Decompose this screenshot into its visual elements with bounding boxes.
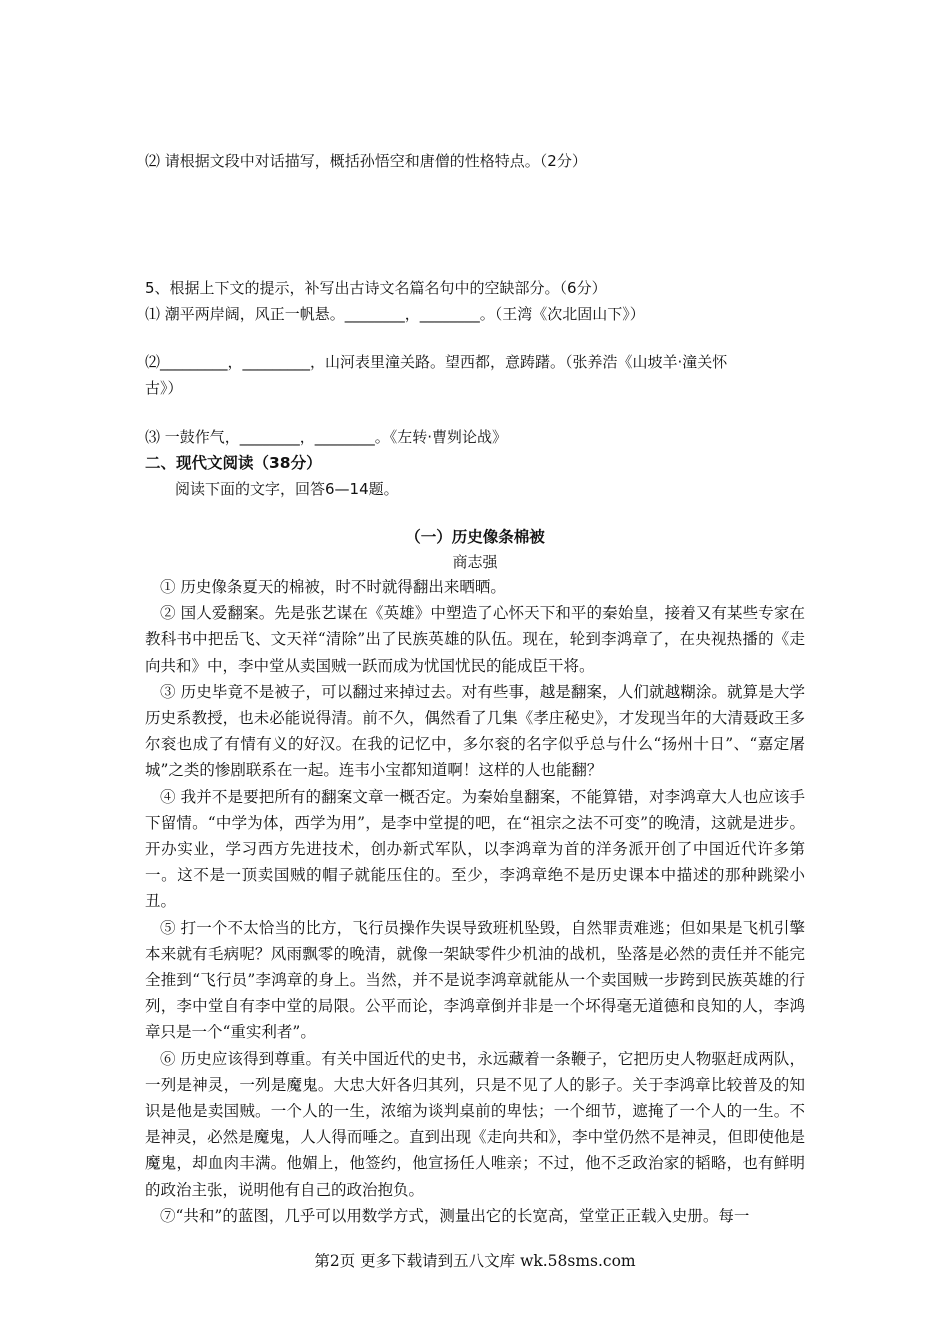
question-4-2: ⑵ 请根据文段中对话描写，概括孙悟空和唐僧的性格特点。（2分） xyxy=(145,152,587,170)
paragraph-6: ⑥ 历史应该得到尊重。有关中国近代的史书，永远藏着一条鞭子，它把历史人物驱赶成两队，一列是神灵，一列是魔鬼。大忠大奸各归其列，只是不见了人的影子。关于李鸿章比较普及的知识是他是卖国贼。一个人的一生，浓缩为谈判桌前的卑怯；一个细节，遮掩了一个人的一生。不是神灵，必然是魔鬼，人人得而唾之。直到出现《走向共和》，李中堂仍然不是神灵，但即使他是魔鬼，却血肉丰满。他媚上，他签约，他宣扬任人唯亲；不过，他不乏政治家的韬略，也有鲜明的政治主张，说明他有自己的政治抱负。 xyxy=(145,1049,805,1199)
article-author: 商志强 xyxy=(452,553,498,571)
question-5-2-line2: 古》） xyxy=(145,379,183,397)
article-body xyxy=(145,574,805,1229)
paragraph-2: ② 国人爱翻案。先是张艺谋在《英雄》中塑造了心怀天下和平的秦始皇，接着又有某些专家在教科书中把岳飞、文天祥“清除”出了民族英雄的队伍。现在，轮到李鸿章了，在央视热播的《走向共和》中，李中堂从卖国贼一跃而成为忧国忧民的能成臣干将。 xyxy=(145,604,805,675)
paragraph-5: ⑤ 打一个不太恰当的比方，飞行员操作失误导致班机坠毁，自然罪责难逃；但如果是飞机引擎本来就有毛病呢？风雨飘零的晚清，就像一架缺零件少机油的战机，坠落是必然的责任并不能完全推到“飞行员”李鸿章的身上。当然，并不是说李鸿章就能从一个卖国贼一步跨到民族英雄的行列，李中堂自有李中堂的局限。公平而论，李鸿章倒并非是一个坏得毫无道德和良知的人，李鸿章只是一个“重实利者”。 xyxy=(145,918,805,1042)
question-5-1: ⑴ 潮平两岸阔，风正一帆悬。________，________。（王湾《次北固山下》） xyxy=(145,305,645,323)
page-footer: 第2页 更多下载请到五八文库 wk.58sms.com xyxy=(314,1252,636,1270)
paragraph-4: ④ 我并不是要把所有的翻案文章一概否定。为秦始皇翻案，不能算错，对李鸿章大人也应该手下留情。“中学为体，西学为用”，是李中堂提的吧，在“祖宗之法不可变”的晚清，这就是进步。开办实业，学习西方先进技术，创办新式军队，以李鸿章为首的洋务派开创了中国近代许多第一。这不是一顶卖国贼的帽子就能压住的。至少，李鸿章绝不是历史课本中描述的那种跳梁小丑。 xyxy=(145,787,805,911)
paragraph-1: ① 历史像条夏天的棉被，时不时就得翻出来晒晒。 xyxy=(160,578,506,596)
paragraph-7: ⑦“共和”的蓝图，几乎可以用数学方式，测量出它的长宽高，堂堂正正载入史册。每一 xyxy=(160,1206,750,1225)
section-2-instructions: 阅读下面的文字，回答6—14题。 xyxy=(175,480,399,498)
article-title: （一）历史像条棉被 xyxy=(405,528,545,546)
question-5-2-line1: ⑵_________，_________，山河表里潼关路。望西都，意踌躇。（张养浩《山坡羊·潼关怀 xyxy=(145,353,728,371)
section-2-title: 二、现代文阅读（38分） xyxy=(145,454,322,472)
paragraph-3: ③ 历史毕竟不是被子，可以翻过来掉过去。对有些事，越是翻案，人们就越糊涂。就算是大学历史系教授，也未必能说得清。前不久，偶然看了几集《孝庄秘史》，才发现当年的大清聂政王多尔衮也成了有情有义的好汉。在我的记忆中，多尔衮的名字似乎总与什么“扬州十日”、“嘉定屠城”之类的惨剧联系在一起。连韦小宝都知道啊！这样的人也能翻？ xyxy=(145,682,805,780)
question-5-title: 5、根据上下文的提示，补写出古诗文名篇名句中的空缺部分。（6分） xyxy=(145,279,607,297)
question-5-3: ⑶ 一鼓作气，________，________。《左转·曹刿论战》 xyxy=(145,428,508,446)
